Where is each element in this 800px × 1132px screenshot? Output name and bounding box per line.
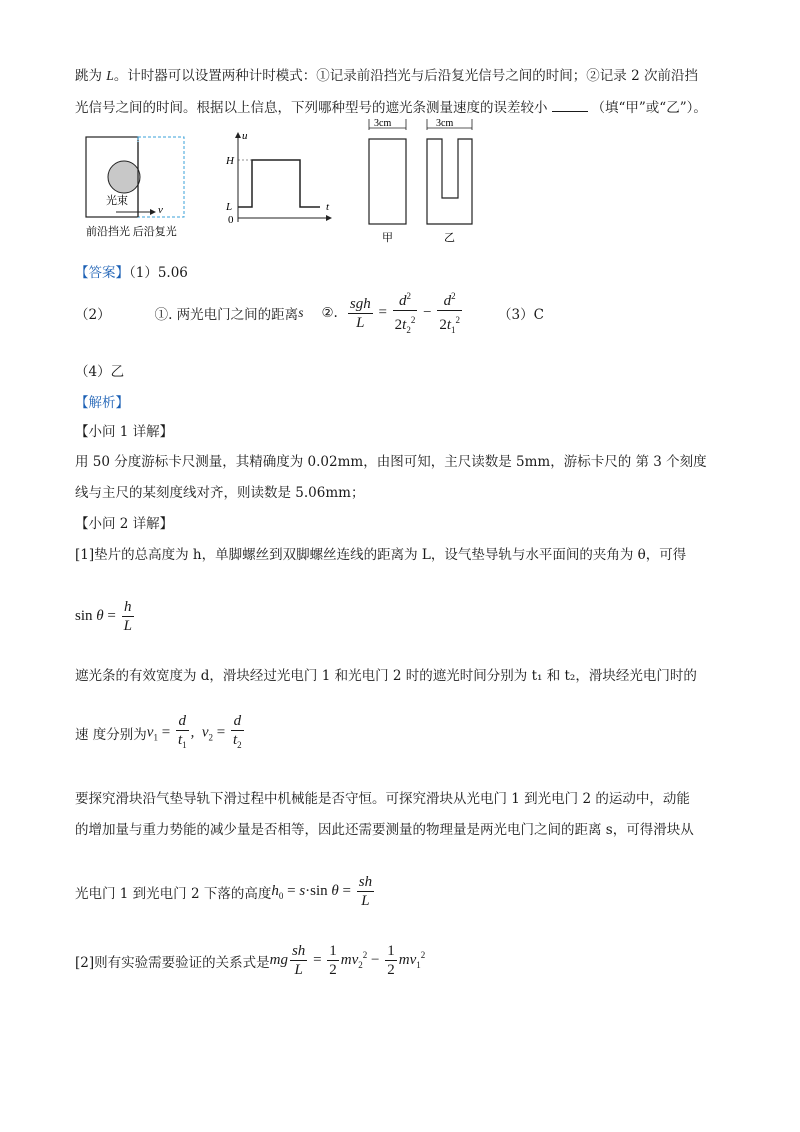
answer-tag: 【答案】	[75, 265, 129, 281]
q1-header: 【小问 1 详解】	[75, 424, 174, 440]
var-s: s	[298, 305, 304, 320]
width-label: 3cm	[374, 118, 392, 129]
sin-theta-equation: sin θ = $\frac{h}{L}$	[75, 599, 132, 634]
fraction: $\frac{sh}{L}$	[291, 943, 306, 978]
q1-text: 用 50 分度游标卡尺测量，其精确度为 0.02mm，由图可知，主尺读数是 5mm，游标卡尺的 第 3 个刻度	[75, 454, 707, 470]
intro-text: （填“甲”或“乙”）。	[591, 100, 707, 116]
q2-text: 的增加量与重力势能的减少量是否相等，因此还需要测量的物理量是两光电门之间的距离 s，可得滑块从	[75, 822, 694, 838]
intro-text: 。计时器可以设置两种计时模式：①记录前沿挡光与后沿复光信号之间的时间；②记录 2 次前沿挡	[113, 68, 698, 84]
light-beam-circle	[108, 161, 140, 193]
q2-text: [2]则有实验需要验证的关系式是	[75, 954, 270, 971]
relation-line	[75, 942, 425, 979]
velocity-line	[75, 712, 246, 754]
H-label: H	[226, 155, 234, 167]
fig4-caption: 乙	[444, 232, 455, 244]
q2-text: 速 度分别为	[75, 727, 147, 743]
fraction: $\frac{1}{2}$	[329, 943, 337, 978]
height-equation: $h_0 = s\cdot\sin$ θ = $\frac{sh}{L}$	[271, 874, 373, 909]
fig3-caption: 甲	[382, 232, 393, 244]
answer-2-number: （2）	[75, 307, 111, 323]
fraction: $\frac{h}{L}$	[123, 599, 132, 634]
origin-label: 0	[228, 214, 234, 226]
q1-text: 线与主尺的某刻度线对齐，则读数是 5.06mm；	[75, 485, 365, 501]
shutter-yi-figure	[420, 116, 485, 244]
q2-text: [1]垫片的总高度为 h，单脚螺丝到双脚螺丝连线的距离为 L，设气垫导轨与水平面间的夹角为 θ，可得	[75, 547, 687, 563]
intro-text: 光信号之间的时间。根据以上信息，下列哪种型号的遮光条测量速度的误差较小	[75, 100, 548, 116]
signal-curve	[238, 160, 320, 207]
q2-text: 光电门 1 到光电门 2 下落的高度	[75, 885, 272, 902]
velocity-equations: $v_1$ = $\frac{d}{t_1}$ , $v_2$ = $\frac{d}{t_2}$	[147, 712, 246, 754]
answer-line-1	[75, 261, 188, 281]
fraction: $\frac{\text{sgh}}{L}$	[349, 295, 371, 331]
answer-2-blank-2: ②.	[321, 305, 338, 321]
height-line	[75, 873, 376, 910]
L-label: L	[226, 201, 233, 213]
width-label: 3cm	[436, 118, 454, 129]
answer-line-2	[75, 290, 544, 336]
answer-blank	[552, 99, 588, 112]
answer-2-blank-1: ①. 两光电门之间的距离	[154, 307, 299, 323]
fraction: $\frac{d}{t_1}$	[177, 713, 187, 750]
relation-equation: mg $\frac{sh}{L}$ = $\frac{1}{2}$ $mv_2^2$ − $\frac{1}{2}$ $mv_1^2$	[269, 943, 426, 978]
u-axis-arrow-icon	[235, 132, 241, 138]
v-label: v	[158, 204, 163, 216]
intro-text: 跳为	[75, 68, 107, 84]
shutter-jia-figure	[360, 116, 420, 244]
fraction: $\frac{d^2}{2t_1^2}$	[437, 287, 462, 339]
shutter-jia	[369, 139, 406, 224]
light-gate-figure	[82, 134, 197, 246]
var-L: L	[106, 68, 114, 83]
fraction: $\frac{sh}{L}$	[358, 874, 373, 909]
q2-text: 要探究滑块沿气垫导轨下滑过程中机械能是否守恒。可探究滑块从光电门 1 到光电门 2 的运动中，动能	[75, 791, 690, 807]
answer-3: （3）C	[497, 307, 544, 323]
fraction: $\frac{d}{t_2}$	[233, 713, 242, 750]
answer-4: （4）乙	[75, 364, 125, 380]
signal-graph-figure	[220, 130, 340, 235]
answer-2-equation: $\frac{\text{sgh}}{L}$ = $\frac{d^2}{2t_2^2}$ − $\frac{d^2}{2t_1^2}$	[346, 287, 464, 339]
analysis-tag: 【解析】	[75, 395, 129, 411]
q2-text: 遮光条的有效宽度为 d，滑块经过光电门 1 和光电门 2 时的遮光时间分别为 t₁ 和 t₂，滑块经光电门时的	[75, 668, 697, 684]
fig1-caption: 前沿挡光 后沿复光	[86, 226, 177, 238]
u-label: u	[242, 130, 248, 142]
beam-label: 光束	[106, 195, 128, 207]
answer-1: （1）5.06	[129, 265, 188, 281]
shutter-yi	[427, 139, 472, 224]
fraction: $\frac{1}{2}$	[387, 943, 395, 978]
arrow-head-icon	[150, 209, 156, 215]
intro-line-1	[75, 64, 698, 84]
fraction: $\frac{d^2}{2t_2^2}$	[393, 287, 418, 339]
q2-header: 【小问 2 详解】	[75, 516, 174, 532]
t-axis-arrow-icon	[326, 215, 332, 221]
t-label: t	[326, 201, 330, 213]
intro-line-2	[75, 96, 707, 116]
